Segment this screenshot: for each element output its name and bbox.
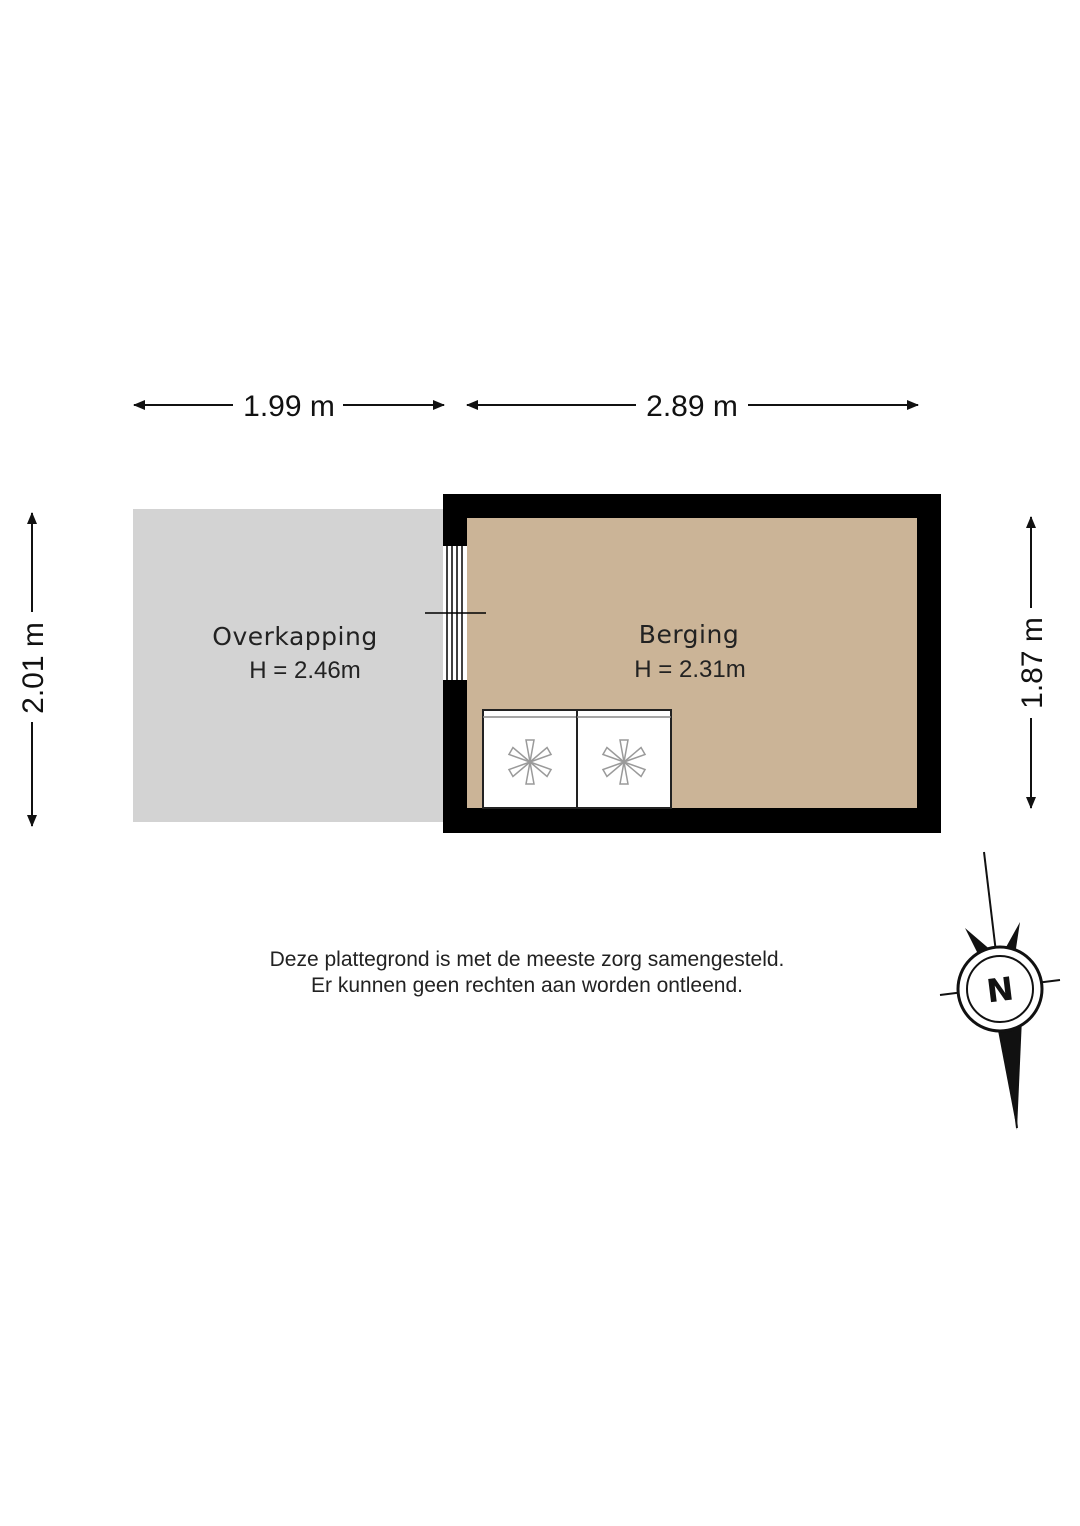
dimension-berging-width-label: 2.89 m (646, 390, 738, 423)
disclaimer-line-2: Er kunnen geen rechten aan worden ontleend. (311, 974, 743, 997)
berging-name: Berging (638, 620, 740, 649)
dimension-overkapping-depth (17, 513, 50, 826)
north-arrow-icon (940, 852, 1060, 1130)
dimension-berging-depth (1016, 517, 1049, 808)
dimension-overkapping-depth-label: 2.01 m (17, 622, 50, 714)
dimension-berging-width (467, 390, 918, 423)
overkapping-name: Overkapping (212, 622, 378, 651)
dimension-overkapping-width (134, 390, 444, 423)
dimension-berging-depth-label: 1.87 m (1016, 617, 1049, 709)
washing-machine-icon (483, 710, 577, 808)
overkapping-height: H = 2.46m (249, 657, 361, 684)
dryer-icon (577, 710, 671, 808)
berging-height: H = 2.31m (634, 656, 746, 683)
north-letter: N (984, 969, 1016, 1011)
disclaimer-line-1: Deze plattegrond is met de meeste zorg samengesteld. (269, 948, 785, 971)
dimension-overkapping-width-label: 1.99 m (243, 390, 335, 423)
